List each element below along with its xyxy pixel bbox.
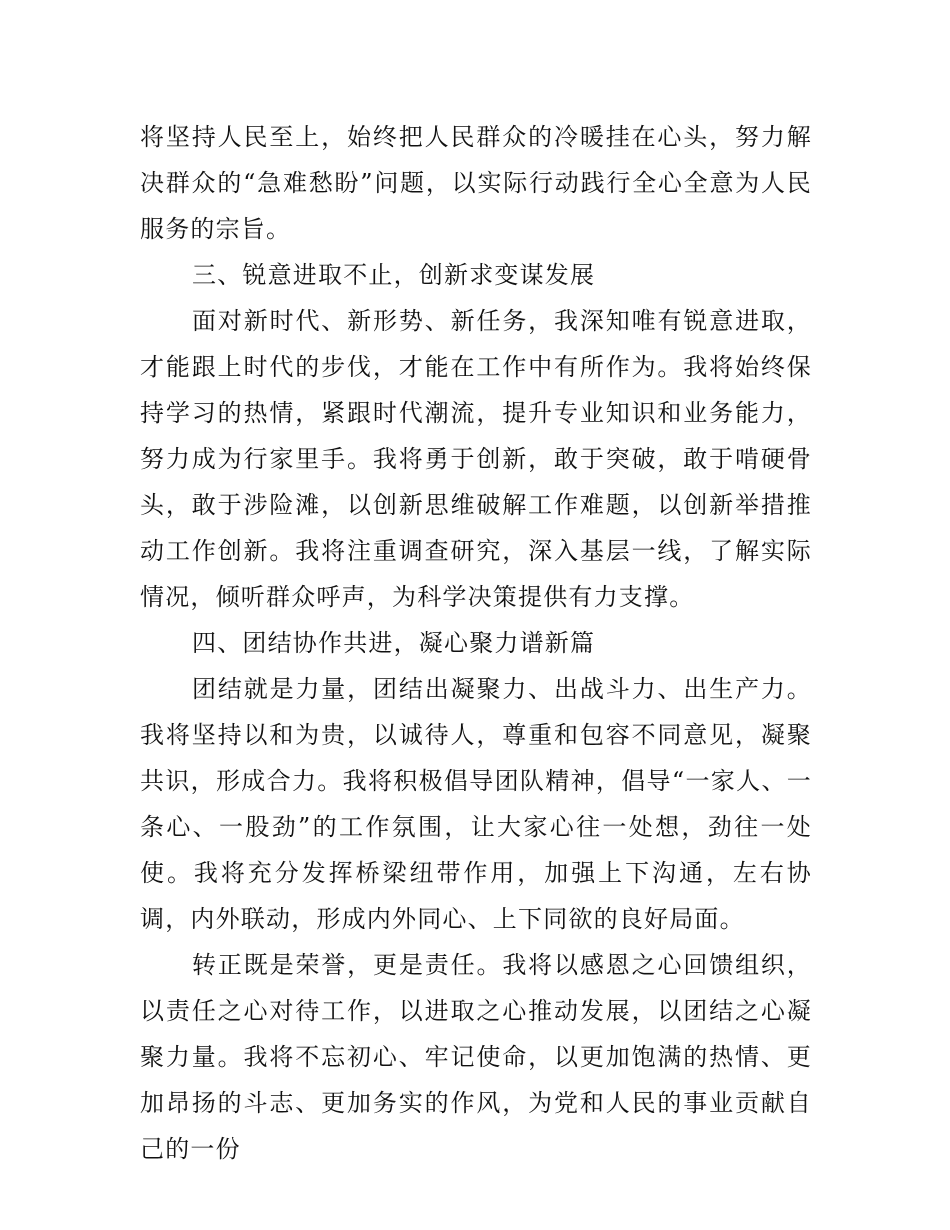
- paragraph-innovation: 面对新时代、新形势、新任务，我深知唯有锐意进取，才能跟上时代的步伐，才能在工作中有所作为。我将始终保持学习的热情，紧跟时代潮流，提升专业知识和业务能力，努力成为行家里手。我将勇于创新，敢于突破，敢于啃硬骨头，敢于涉险滩，以创新思维破解工作难题，以创新举措推动工作创新。我将注重调查研究，深入基层一线，了解实际情况，倾听群众呼声，为科学决策提供有力支撑。: [140, 307, 812, 611]
- section-heading-three: 三、锐意进取不止，创新求变谋发展: [192, 261, 596, 289]
- paragraph-unity: 团结就是力量，团结出凝聚力、出战斗力、出生产力。我将坚持以和为贵，以诚待人，尊重和包容不同意见，凝聚共识，形成合力。我将积极倡导团队精神，倡导“一家人、一条心、一股劲”的工作氛围，让大家心往一处想，劲往一处使。我将充分发挥桥梁纽带作用，加强上下沟通，左右协调，内外联动，形成内外同心、上下同欲的良好局面。: [140, 675, 812, 933]
- paragraph-continuation: 将坚持人民至上，始终把人民群众的冷暖挂在心头，努力解决群众的“急难愁盼”问题，以实际行动践行全心全意为人民服务的宗旨。: [140, 123, 812, 243]
- section-heading-four: 四、团结协作共进，凝心聚力谱新篇: [192, 629, 596, 657]
- document-body: [140, 114, 812, 1172]
- paragraph-conclusion: 转正既是荣誉，更是责任。我将以感恩之心回馈组织，以责任之心对待工作，以进取之心推动发展，以团结之心凝聚力量。我将不忘初心、牢记使命，以更加饱满的热情、更加昂扬的斗志、更加务实的作风，为党和人民的事业贡献自己的一份: [140, 951, 812, 1163]
